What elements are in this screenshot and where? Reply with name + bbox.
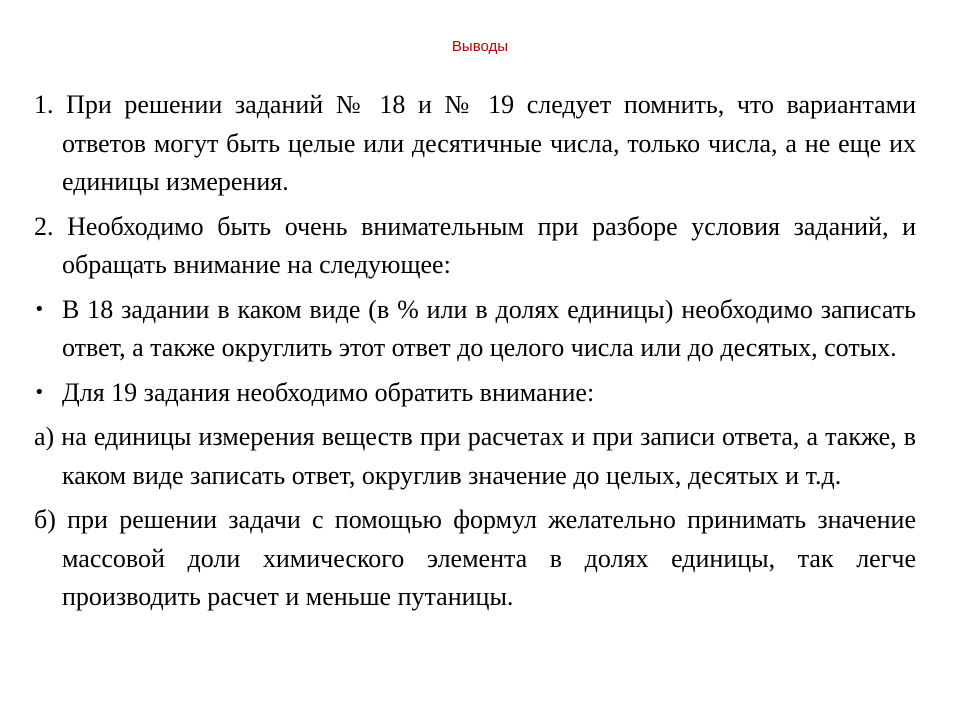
slide-title: Выводы: [451, 38, 509, 55]
sub-item-b: [34, 501, 916, 617]
bullet-icon: •: [34, 298, 45, 320]
item-text: при решении задачи с помощью формул желательно принимать значение массовой доли химического элемента в долях единицы, так легче производить расчет и меньше путаницы.: [62, 505, 916, 611]
bullet-item-task-19: [34, 374, 916, 413]
slide-content: [34, 86, 916, 623]
conclusion-item-2: [34, 208, 916, 285]
item-text: Для 19 задания необходимо обратить внимание:: [62, 377, 595, 407]
item-text: Необходимо быть очень внимательным при разборе условия заданий, и обращать внимание на следующее:: [62, 211, 917, 279]
item-letter: а): [34, 422, 55, 451]
item-number: 1.: [34, 90, 54, 119]
bullet-icon: •: [34, 381, 45, 403]
bullet-item-task-18: [34, 291, 916, 368]
item-number: 2.: [34, 211, 54, 241]
sub-item-a: [34, 418, 916, 495]
item-text: При решении заданий № 18 и № 19 следует помнить, что вариантами ответов могут быть целые или десятичные числа, только числа, а не еще их единицы измерения.: [62, 90, 917, 196]
item-text: на единицы измерения веществ при расчетах и при записи ответа, а также, в каком виде записать ответ, округлив значение до целых, десятых и т.д.: [61, 422, 917, 490]
conclusion-item-1: [34, 86, 916, 202]
item-letter: б): [34, 505, 56, 534]
item-text: В 18 задании в каком виде (в % или в долях единицы) необходимо записать ответ, а также округлить этот ответ до целого числа или до десятых, сотых.: [62, 294, 916, 362]
